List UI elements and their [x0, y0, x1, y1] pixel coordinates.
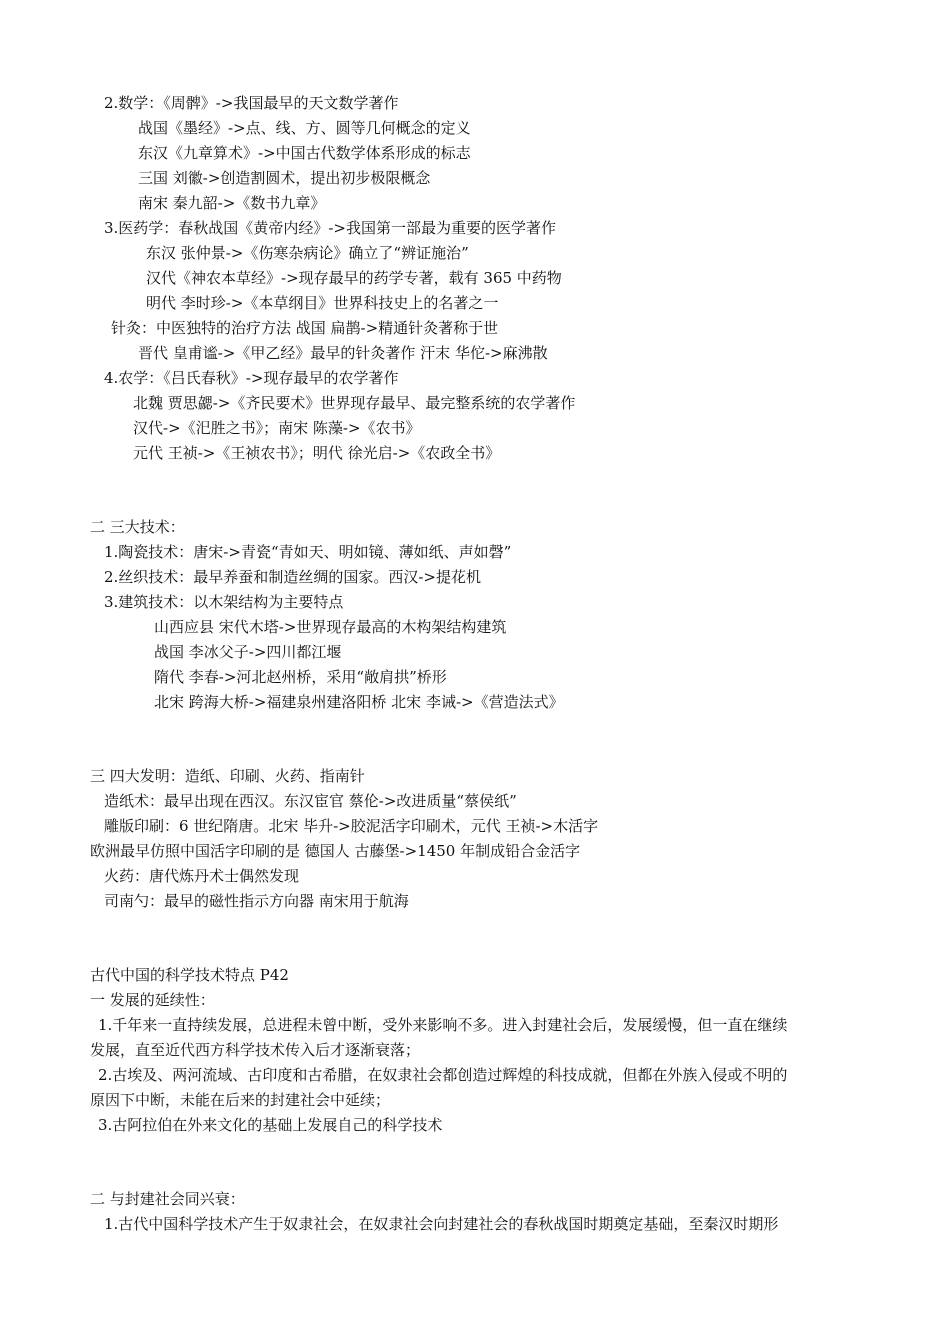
- text-line: 欧洲最早仿照中国活字印刷的是 德国人 古藤堡->1450 年制成铅合金活字: [90, 842, 581, 860]
- text-line: 三国 刘徽->创造割圆术，提出初步极限概念: [138, 169, 431, 187]
- text-line: 北宋 跨海大桥->福建泉州建洛阳桥 北宋 李诫->《营造法式》: [154, 693, 564, 711]
- text-line: 3.古阿拉伯在外来文化的基础上发展自己的科学技术: [98, 1116, 443, 1134]
- text-line: 2.古埃及、两河流域、古印度和古希腊，在奴隶社会都创造过辉煌的科技成就，但都在外族入侵或不明的: [98, 1066, 788, 1084]
- text-line: 汉代->《汜胜之书》；南宋 陈藻->《农书》: [133, 419, 421, 437]
- text-line: 发展，直至近代西方科学技术传入后才逐渐衰落；: [90, 1041, 421, 1059]
- section-heading: 一 发展的延续性：: [90, 991, 215, 1009]
- text-line: 4.农学：《吕氏春秋》->现存最早的农学著作: [104, 369, 399, 387]
- text-line: 明代 李时珍->《本草纲目》世界科技史上的名著之一: [146, 294, 499, 312]
- text-line: 2.丝织技术：最早养蚕和制造丝绸的国家。西汉->提花机: [104, 568, 481, 586]
- text-line: 1.千年来一直持续发展，总进程未曾中断，受外来影响不多。进入封建社会后，发展缓慢，但一直在继续: [98, 1016, 788, 1034]
- text-line: 汉代《神农本草经》->现存最早的药学专著，载有 365 中药物: [146, 269, 562, 287]
- text-line: 隋代 李春->河北赵州桥，采用“敞肩拱”桥形: [154, 668, 447, 686]
- section-heading: 古代中国的科学技术特点 P42: [90, 966, 289, 984]
- section-heading: 二 三大技术：: [90, 518, 185, 536]
- text-line: 火药：唐代炼丹术士偶然发现: [104, 867, 300, 885]
- text-line: 1.陶瓷技术：唐宋->青瓷“青如天、明如镜、薄如纸、声如磬”: [104, 543, 512, 561]
- text-line: 1.古代中国科学技术产生于奴隶社会，在奴隶社会向封建社会的春秋战国时期奠定基础，至秦汉时期形: [104, 1215, 779, 1233]
- text-line: 战国《墨经》->点、线、方、圆等几何概念的定义: [138, 119, 471, 137]
- text-line: 司南勺：最早的磁性指示方向器 南宋用于航海: [104, 892, 409, 910]
- section-heading: 三 四大发明：造纸、印刷、火药、指南针: [90, 767, 365, 785]
- text-line: 晋代 皇甫谧->《甲乙经》最早的针灸著作 汗末 华佗->麻沸散: [138, 344, 548, 362]
- text-line: 东汉 张仲景->《伤寒杂病论》确立了“辨证施治”: [146, 244, 469, 262]
- text-line: 元代 王祯->《王祯农书》；明代 徐光启->《农政全书》: [133, 444, 501, 462]
- text-line: 山西应县 宋代木塔->世界现存最高的木构架结构建筑: [154, 618, 507, 636]
- text-line: 针灸：中医独特的治疗方法 战国 扁鹊->精通针灸著称于世: [111, 319, 499, 337]
- text-line: 3.医药学：春秋战国《黄帝内经》->我国第一部最为重要的医学著作: [104, 219, 556, 237]
- text-line: 南宋 秦九韶->《数书九章》: [138, 194, 326, 212]
- text-line: 3.建筑技术：以木架结构为主要特点: [104, 593, 344, 611]
- text-line: 战国 李冰父子->四川都江堰: [154, 643, 342, 661]
- text-line: 雕版印刷：6 世纪隋唐。北宋 毕升->胶泥活字印刷术，元代 王祯->木活字: [104, 817, 599, 835]
- text-line: 北魏 贾思勰->《齐民要术》世界现存最早、最完整系统的农学著作: [133, 394, 576, 412]
- text-line: 造纸术：最早出现在西汉。东汉宦官 蔡伦->改进质量“蔡侯纸”: [104, 792, 517, 810]
- text-line: 2.数学：《周髀》->我国最早的天文数学著作: [104, 94, 399, 112]
- text-line: 原因下中断，未能在后来的封建社会中延续；: [90, 1091, 391, 1109]
- text-line: 东汉《九章算术》->中国古代数学体系形成的标志: [138, 144, 471, 162]
- section-heading: 二 与封建社会同兴衰：: [90, 1190, 245, 1208]
